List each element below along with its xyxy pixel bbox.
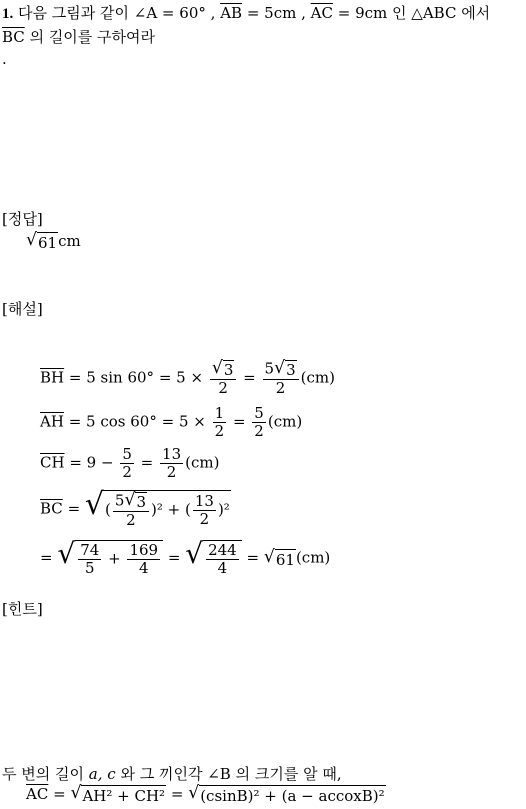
fraction: $\frac{13}{2}$ <box>162 445 182 481</box>
sqrt-symbol: √ $\frac{244}{4}$ <box>185 540 241 577</box>
equation-bh: $\overline{BH} = 5$ sin 60° = 5 × √ 3 2 = 5 √ 3 2 (cm) <box>40 358 335 397</box>
problem-text-2: 의 길이를 구하여라 <box>29 28 156 46</box>
answer-value <box>26 232 81 252</box>
hint-line1: 두 변의 길이 a, c 와 그 끼인각 ∠B 의 크기를 알 때, <box>2 765 342 783</box>
fraction: √ 3 2 <box>210 360 237 397</box>
fraction: $\frac{5}{2}$ <box>122 445 132 481</box>
problem-text-1: 다음 그림과 같이 ∠A = 60° , <box>18 4 216 22</box>
segment-ch: $\overline{CH}$ <box>40 453 65 472</box>
segment-ac: $\overline{AC}$ <box>310 4 333 22</box>
segment-ab: $\overline{AB}$ <box>220 4 243 22</box>
answer-header: [정답] <box>2 210 43 228</box>
hint-header: [힌트] <box>2 600 43 618</box>
sqrt-symbol: √ $\frac{74}{5}$ + $\frac{169}{4}$ <box>57 540 163 577</box>
figure-placeholder-dot: . <box>2 50 7 68</box>
equation-final: = √ $\frac{74}{5}$ + $\frac{169}{4}$ = √ $\frac{244}{4}$ = √ 61 (cm) <box>40 537 331 577</box>
problem-statement-line2 <box>2 26 155 47</box>
segment-ac: $\overline{AC}$ <box>26 785 49 803</box>
equation-bc: $\overline{BC}$ = √ ( 5 √ 3 2 )² + ( $\frac{13}{2}$ )² <box>40 487 230 529</box>
segment-ah: $\overline{AH}$ <box>40 412 64 431</box>
answer-unit: cm <box>58 232 81 250</box>
sqrt-symbol: √ (csinB)² + (a − accoxB)² <box>188 783 385 805</box>
ab-value: = 5cm , <box>246 4 306 22</box>
fraction: $\frac{5}{2}$ <box>254 404 264 440</box>
equation-ah: $\overline{AH} = 5$ cos 60° = 5 × $\frac{1}{2}$ = $\frac{5}{2}$ (cm) <box>40 404 303 440</box>
sqrt-symbol: √ 61 <box>26 230 58 252</box>
sqrt-symbol: √ 61 <box>263 546 295 569</box>
problem-number: 1. <box>2 6 14 22</box>
hint-line2: $\overline{AC}$ = √ AH² + CH² = √ (csinB)² + (a − accoxB)² <box>26 783 385 805</box>
ac-value: = 9cm 인 △ABC 에서 <box>337 4 491 22</box>
problem-statement <box>2 2 490 23</box>
fraction: $\frac{1}{2}$ <box>214 404 225 440</box>
segment-bc: $\overline{BC}$ <box>2 28 25 46</box>
sqrt-symbol: √ AH² + CH² <box>70 783 166 805</box>
sqrt-symbol: √ ( 5 √ 3 2 )² + ( $\frac{13}{2}$ )² <box>84 487 230 529</box>
explanation-header: [해설] <box>2 300 43 318</box>
segment-bc: $\overline{BC}$ <box>40 499 63 518</box>
fraction: 5 √ 3 2 <box>263 360 299 397</box>
equation-ch: $\overline{CH} = 9$ − $\frac{5}{2}$ = $\frac{13}{2}$ (cm) <box>40 445 220 481</box>
segment-bh: $\overline{BH}$ <box>40 368 65 387</box>
